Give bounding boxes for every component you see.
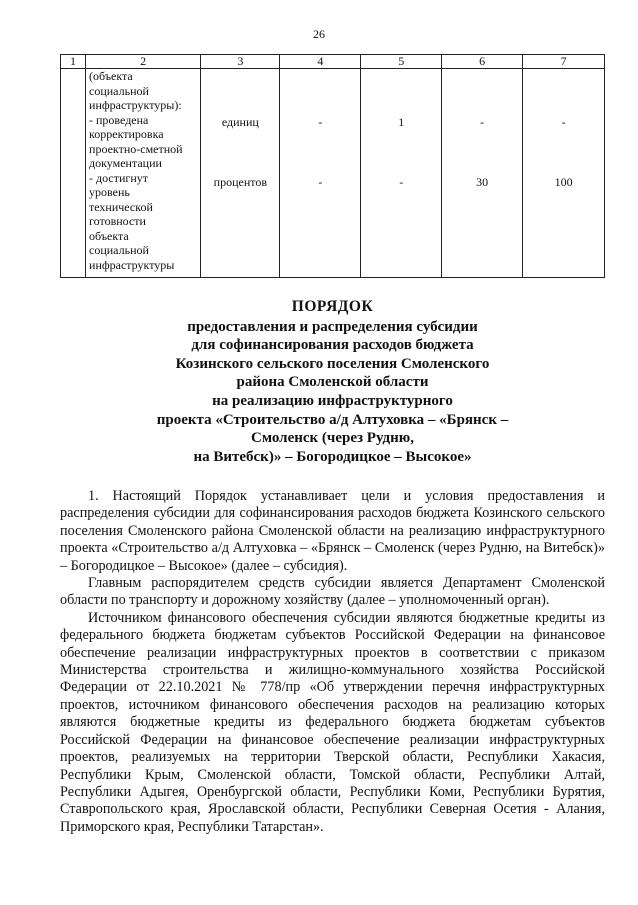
title-line: района Смоленской области [236, 374, 429, 391]
value-text: - [318, 115, 323, 129]
value-text: 1 [398, 115, 405, 129]
row-number-cell [61, 69, 86, 278]
header-cell: 5 [361, 55, 442, 69]
title-line: предоставления и распределения субсидии [187, 318, 478, 335]
value-cell [361, 69, 442, 278]
document-title [60, 298, 605, 466]
header-cell: 2 [86, 55, 201, 69]
indicators-table [60, 54, 605, 278]
paragraph: Главным распорядителем средств субсидии является Департамент Смоленской области по транспорту и дорожному хозяйству (далее – уполномоченный орган). [60, 575, 605, 609]
value-text: - [318, 175, 323, 189]
header-cell: 6 [442, 55, 523, 69]
title-line: Смоленск (через Рудню, [251, 430, 414, 447]
value-text: 100 [554, 175, 573, 189]
indicator-name-cell [86, 69, 201, 278]
title-line: на реализацию инфраструктурного [212, 392, 453, 409]
value-text: - [399, 175, 404, 189]
document-body [60, 488, 605, 836]
value-text: - [561, 115, 566, 129]
title-line: на Витебск)» – Богородицкое – Высокое» [193, 448, 472, 465]
unit-value: процентов [213, 175, 268, 189]
title-line: Козинского сельского поселения Смоленского [175, 355, 490, 372]
title-line: для софинансирования расходов бюджета [191, 337, 474, 354]
title-main: ПОРЯДОК [291, 298, 374, 315]
unit-cell [201, 69, 280, 278]
value-cell [523, 69, 605, 278]
value-cell [442, 69, 523, 278]
table-header-row [61, 55, 605, 69]
title-line: проекта «Строительство а/д Алтуховка – «Брянск – [156, 411, 509, 428]
unit-value: единиц [221, 115, 259, 129]
value-text: 30 [476, 175, 489, 189]
header-cell: 7 [523, 55, 605, 69]
indicator-name-text: (объекта социальной инфраструктуры): - проведена корректировка проектно-сметной документации - достигнут уровень технической готовности объекта социальной инфраструктуры [89, 69, 183, 272]
paragraph: Источником финансового обеспечения субсидии являются бюджетные кредиты из федерального бюджета бюджетам субъектов Российской Федерации на финансовое обеспечение реализации инфраструктурных проектов в соответствии с приказом Министерства строительства и жилищно-коммунального хозяйства Российской Федерации от 22.10.2021 № 778/пр «Об утверждении перечня инфраструктурных проектов, источником финансового обеспечения расходов на реализацию которых являются бюджетные кредиты из федерального бюджета бюджетам субъектов Российской Федерации на финансовое обеспечение реализации инфраструктурных проектов, реализуемых на территории Тверской области, Республики Хакасия, Республики Крым, Смоленской области, Томской области, Республики Алтай, Республики Адыгея, Оренбургской области, Республики Коми, Республики Бурятия, Ставропольского края, Ярославской области, Республики Северная Осетия - Алания, Приморского края, Республики Татарстан». [60, 609, 605, 835]
paragraph: 1. Настоящий Порядок устанавливает цели и условия предоставления и распределения субсидии для софинансирования расходов бюджета Козинского сельского поселения Смоленского района Смоленской области на реализацию инфраструктурного проекта «Строительство а/д Алтуховка – «Брянск – Смоленск (через Рудню, на Витебск)» – Богородицкое – Высокое» (далее – субсидия). [60, 488, 605, 574]
table-row [61, 69, 605, 278]
page-number: 26 [313, 27, 325, 41]
header-cell: 4 [280, 55, 361, 69]
value-cell [280, 69, 361, 278]
header-cell: 1 [61, 55, 86, 69]
value-text: - [480, 115, 485, 129]
header-cell: 3 [201, 55, 280, 69]
